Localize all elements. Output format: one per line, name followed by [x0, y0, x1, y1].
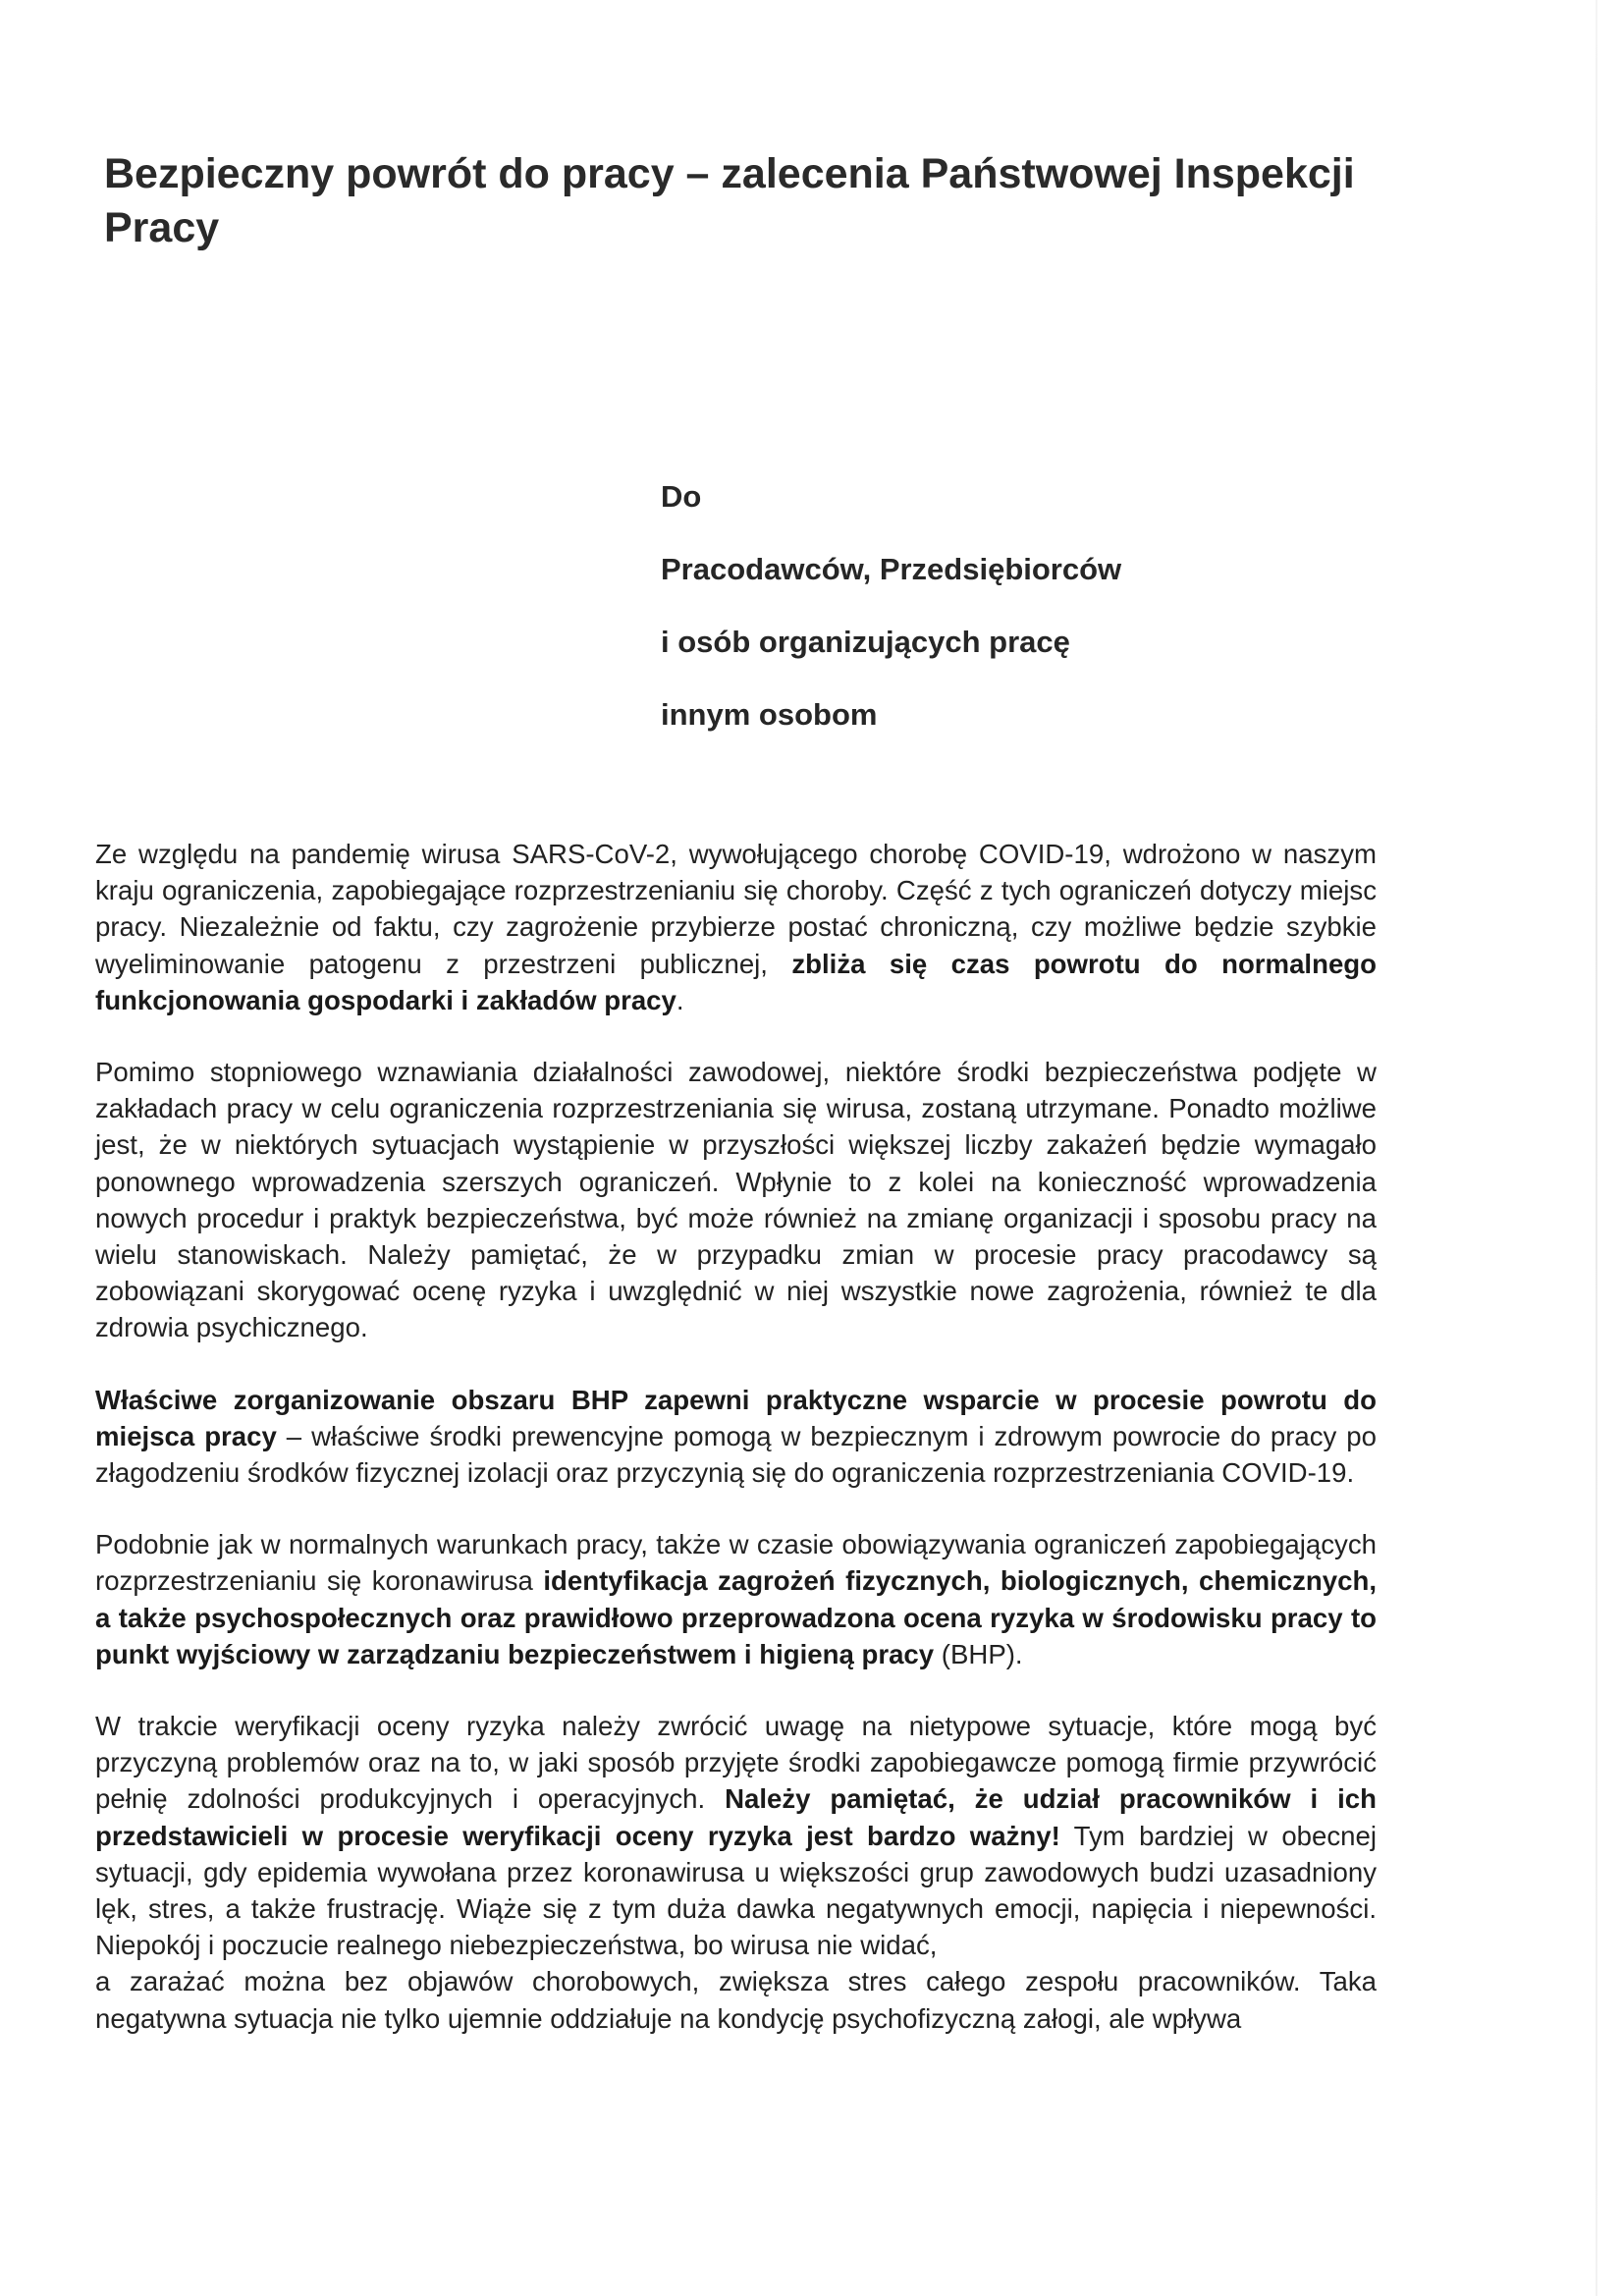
paragraph-1 [95, 836, 1377, 1018]
paragraph-text: Tym bardziej w obecnej sytuacji, gdy epidemia wywołana przez koronawirusa u większości grup zawodowych budzi uzasadniony lęk, stres, a także frustrację. Wiąże się z tym duża dawka negatywnych emocji, napięcia i niepewności. Niepokój i poczucie realnego niebezpieczeństwa, bo wirusa nie widać, [95, 1820, 1377, 1961]
paragraph-text: Pomimo stopniowego wznawiania działalności zawodowej, niektóre środki bezpieczeństwa podjęte w zakładach pracy w celu ograniczenia rozprzestrzeniania się wirusa, zostaną utrzymane. Ponadto możliwe jest, że w niektórych sytuacjach wystąpienie w przyszłości większej liczby zakażeń będzie wymagało ponownego wprowadzenia szerszych ograniczeń. Wpłynie to z kolei na konieczność wprowadzenia nowych procedur i praktyk bezpieczeństwa, być może również na zmianę organizacji i sposobu pracy na wielu stanowiskach. Należy pamiętać, że w przypadku zmian w procesie pracy pracodawcy są zobowiązani skorygować ocenę ryzyka i uwzględnić w niej wszystkie nowe zagrożenia, również te dla zdrowia psychicznego. [95, 1057, 1377, 1343]
paragraph-4 [95, 1526, 1377, 1672]
paragraph-3 [95, 1382, 1377, 1492]
paragraph-text: . [676, 984, 684, 1015]
paragraph-emphasis: Należy pamiętać, że udział pracowników i ich przedstawicieli w procesie weryfikacji oceny ryzyka jest bardzo ważny! [95, 1783, 1378, 1851]
paragraph-emphasis: zbliża się czas powrotu do normalnego funkcjonowania gospodarki i zakładów pracy [95, 948, 1378, 1015]
document-title: Bezpieczny powrót do pracy – zalecenia Państwowej Inspekcji Pracy [104, 150, 1355, 251]
paragraph-text: Podobnie jak w normalnych warunkach pracy, także w czasie obowiązywania ograniczeń zapobiegających rozprzestrzenianiu się koronawirusa [95, 1529, 1377, 1597]
addressee-line: i osób organizujących pracę [661, 625, 1070, 659]
addressee-line: Do [661, 479, 702, 514]
addressee-line: Pracodawców, Przedsiębiorców [661, 552, 1122, 586]
paragraph-text: – właściwe środki prewencyjne pomogą w bezpiecznym i zdrowym powrocie do pracy po złagodzeniu środków fizycznej izolacji oraz przyczynią się do ograniczenia rozprzestrzeniania COVID-19. [95, 1420, 1377, 1489]
addressee-block [661, 479, 1121, 770]
document-body [95, 836, 1377, 2037]
paragraph-emphasis: Właściwe zorganizowanie obszaru BHP zapewni praktyczne wsparcie w procesie powrotu do miejsca pracy [95, 1384, 1377, 1451]
paragraph-6 [95, 1963, 1377, 2036]
paragraph-text: a zarażać można bez objawów chorobowych, zwiększa stres całego zespołu pracowników. Taka negatywna sytuacja nie tylko ujemnie oddziałuje na kondycję psychofizyczną załogi, ale wpływa [95, 1966, 1377, 2034]
paragraph-text: W trakcie weryfikacji oceny ryzyka należy zwrócić uwagę na nietypowe sytuacje, które mogą być przyczyną problemów oraz na to, w jaki sposób przyjęte środki zapobiegawcze pomogą firmie przywrócić pełnię zdolności produkcyjnych i operacyjnych. [95, 1711, 1377, 1815]
scan-edge [1596, 0, 1597, 2296]
paragraph-emphasis: identyfikacja zagrożeń fizycznych, biologicznych, chemicznych, a także psychospołecznych oraz prawidłowo przeprowadzona ocena ryzyka w środowisku pracy to punkt wyjściowy w zarządzaniu bezpieczeństwem i higieną pracy [95, 1565, 1377, 1669]
paragraph-2 [95, 1054, 1377, 1346]
addressee-line: innym osobom [661, 697, 878, 732]
paragraph-text: Ze względu na pandemię wirusa SARS-CoV-2, wywołującego chorobę COVID-19, wdrożono w naszym kraju ograniczenia, zapobiegające rozprzestrzenianiu się choroby. Część z tych ograniczeń dotyczy miejsc pracy. Niezależnie od faktu, czy zagrożenie przybierze postać chroniczną, czy możliwe będzie szybkie wyeliminowanie patogenu z przestrzeni publicznej, [95, 839, 1377, 979]
paragraph-5 [95, 1708, 1377, 1963]
paragraph-text: (BHP). [934, 1638, 1023, 1669]
